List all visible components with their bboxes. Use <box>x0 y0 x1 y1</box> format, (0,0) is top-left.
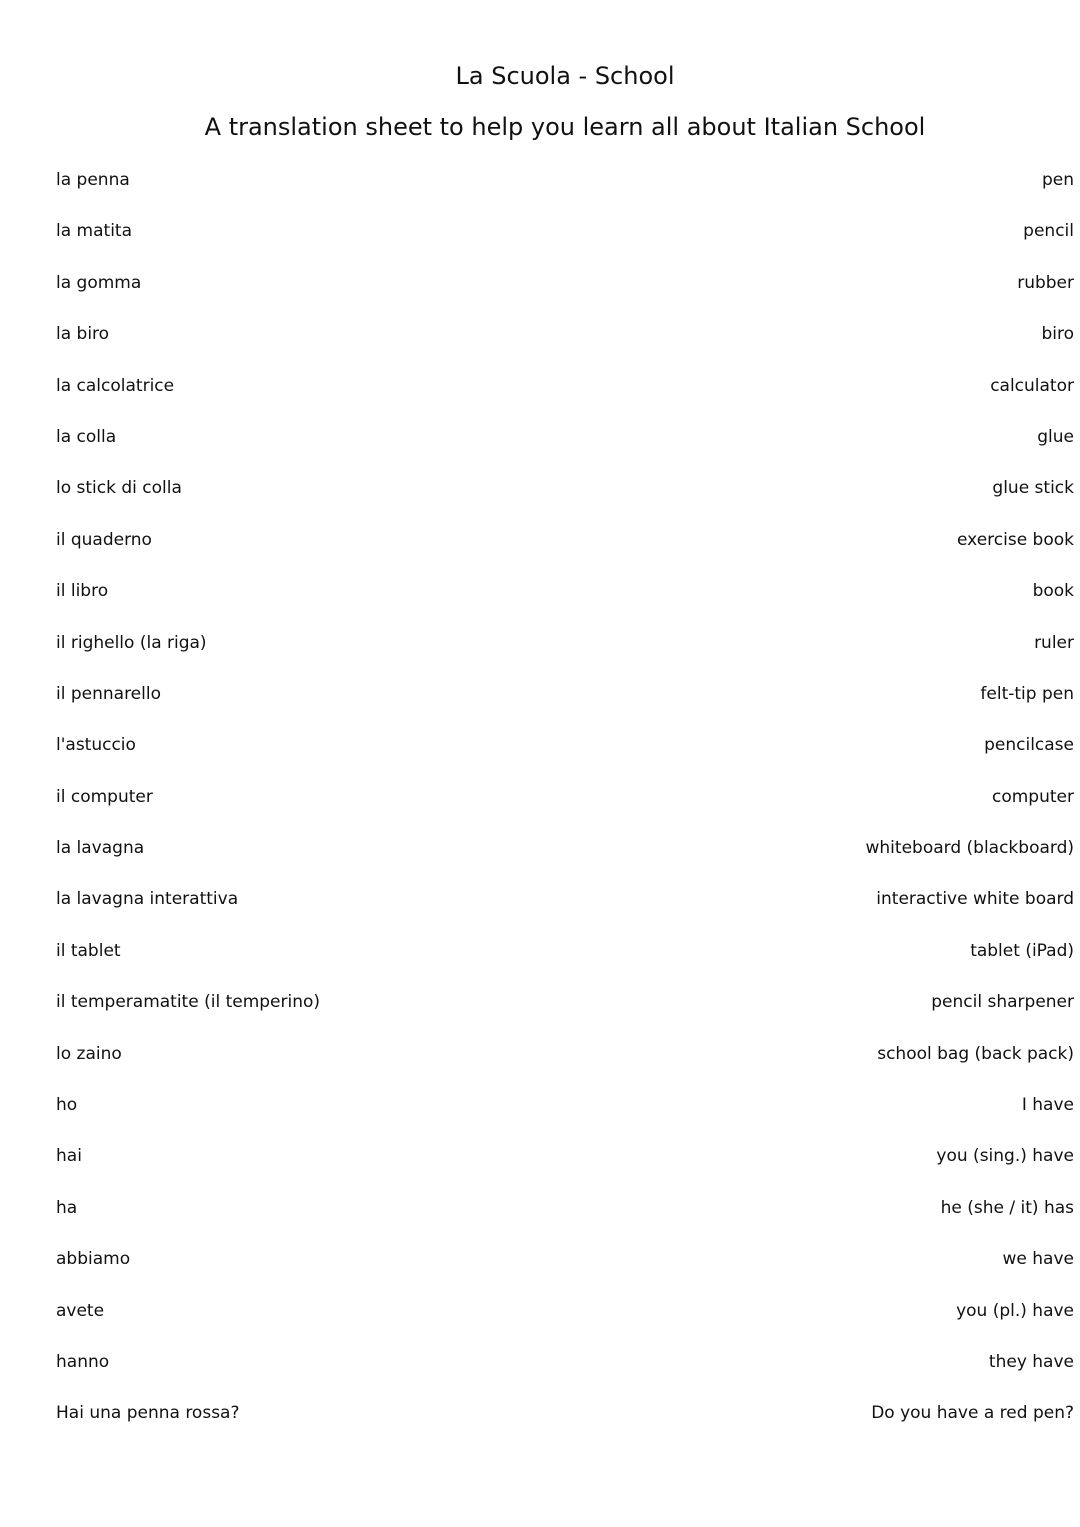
vocab-row <box>56 937 1074 988</box>
italian-term: hanno <box>56 1351 110 1372</box>
english-translation: tablet (iPad) <box>970 940 1074 961</box>
english-translation: rubber <box>1017 272 1074 293</box>
english-translation: pencil <box>1023 221 1074 242</box>
vocab-row <box>56 834 1074 885</box>
italian-term: la lavagna interattiva <box>56 889 239 910</box>
vocab-row <box>56 1399 1074 1450</box>
vocab-row <box>56 1194 1074 1245</box>
english-translation: they have <box>988 1351 1074 1372</box>
italian-term: la lavagna <box>56 838 145 859</box>
italian-term: il libro <box>56 581 109 602</box>
vocab-row <box>56 269 1074 320</box>
english-translation: I have <box>1021 1095 1074 1116</box>
english-translation: he (she / it) has <box>940 1197 1074 1218</box>
english-translation: pen <box>1041 170 1074 190</box>
italian-term: la gomma <box>56 272 142 293</box>
italian-term: la biro <box>56 324 110 345</box>
italian-term: abbiamo <box>56 1249 131 1270</box>
italian-term: la matita <box>56 221 132 242</box>
vocab-row <box>56 1245 1074 1296</box>
english-translation: we have <box>1002 1249 1074 1270</box>
italian-term: lo zaino <box>56 1043 122 1064</box>
italian-term: il righello (la riga) <box>56 632 207 653</box>
vocab-row <box>56 423 1074 474</box>
english-translation: computer <box>992 786 1074 807</box>
english-translation: you (pl.) have <box>956 1300 1074 1321</box>
english-translation: whiteboard (blackboard) <box>865 838 1074 859</box>
italian-term: ha <box>56 1197 78 1218</box>
vocab-row <box>56 166 1074 217</box>
italian-term: Hai una penna rossa? <box>56 1403 240 1424</box>
italian-term: il tablet <box>56 940 121 961</box>
italian-term: l'astuccio <box>56 735 136 756</box>
italian-term: lo stick di colla <box>56 478 182 499</box>
english-translation: glue <box>1037 426 1074 447</box>
vocab-row <box>56 1142 1074 1193</box>
english-translation: exercise book <box>957 529 1074 550</box>
page-title: La Scuola - School <box>455 62 675 90</box>
english-translation: felt-tip pen <box>980 683 1074 704</box>
vocab-row <box>56 783 1074 834</box>
english-translation: glue stick <box>992 478 1074 499</box>
italian-term: hai <box>56 1146 82 1167</box>
vocab-row <box>56 988 1074 1039</box>
english-translation: interactive white board <box>876 889 1074 910</box>
italian-term: la calcolatrice <box>56 375 175 396</box>
vocab-row <box>56 577 1074 628</box>
vocab-row <box>56 1297 1074 1348</box>
vocab-row <box>56 731 1074 782</box>
vocab-row <box>56 1040 1074 1091</box>
vocab-row <box>56 217 1074 268</box>
italian-term: il quaderno <box>56 529 152 550</box>
vocab-row <box>56 1348 1074 1399</box>
italian-term: il pennarello <box>56 683 161 704</box>
italian-term: il temperamatite (il temperino) <box>56 992 321 1013</box>
vocab-row <box>56 629 1074 680</box>
page-subtitle: A translation sheet to help you learn all about Italian School <box>204 113 926 141</box>
vocab-row <box>56 320 1074 371</box>
english-translation: biro <box>1041 324 1074 345</box>
italian-term: avete <box>56 1300 105 1321</box>
english-translation: Do you have a red pen? <box>871 1403 1074 1424</box>
vocab-row <box>56 372 1074 423</box>
italian-term: la colla <box>56 426 117 447</box>
english-translation: book <box>1032 581 1074 602</box>
italian-term: ho <box>56 1095 78 1116</box>
vocab-row <box>56 1091 1074 1142</box>
english-translation: calculator <box>990 375 1074 396</box>
english-translation: ruler <box>1034 632 1074 653</box>
vocab-row <box>56 680 1074 731</box>
italian-term: il computer <box>56 786 153 807</box>
vocab-row <box>56 526 1074 577</box>
vocab-row <box>56 885 1074 936</box>
vocab-list <box>56 166 1074 1451</box>
english-translation: pencilcase <box>984 735 1074 756</box>
italian-term: la penna <box>56 170 130 190</box>
english-translation: you (sing.) have <box>936 1146 1074 1167</box>
english-translation: school bag (back pack) <box>877 1043 1074 1064</box>
english-translation: pencil sharpener <box>931 992 1074 1013</box>
vocab-row <box>56 474 1074 525</box>
